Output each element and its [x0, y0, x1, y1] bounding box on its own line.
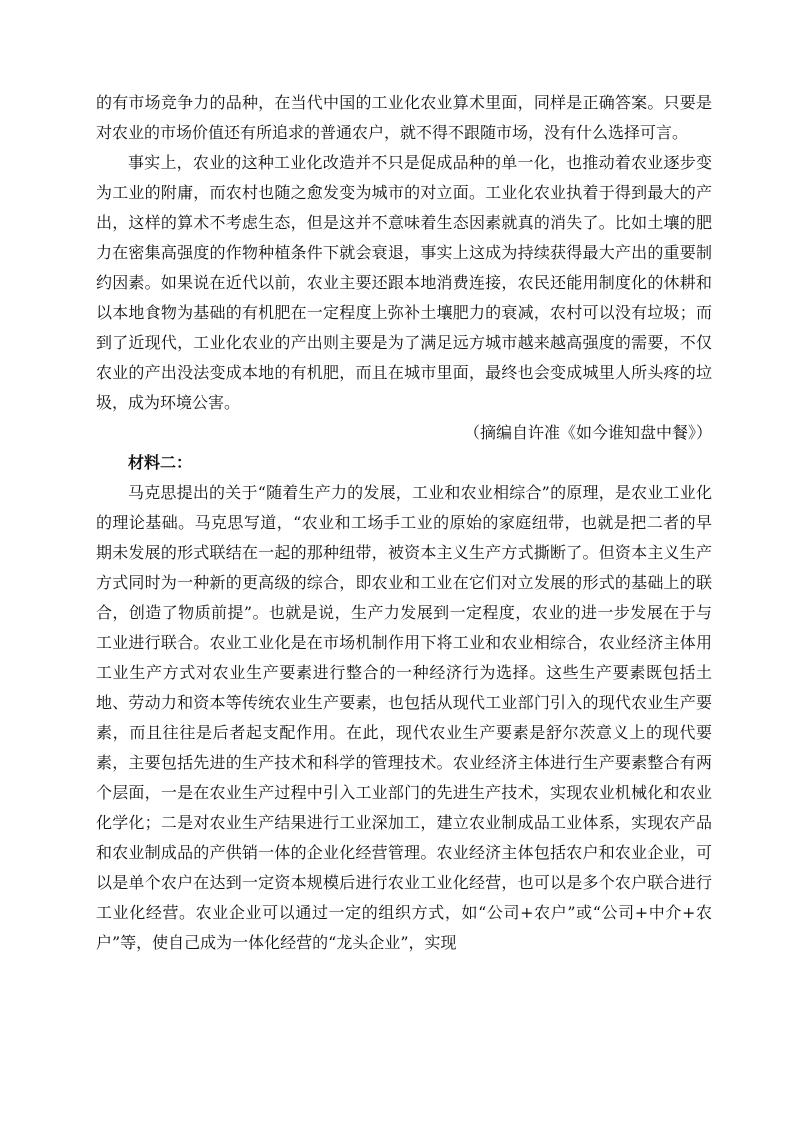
- material1-paragraph-2: 事实上，农业的这种工业化改造并不只是促成品种的单一化，也推动着农业逐步变为工业的附庸，而农村也随之愈发变为城市的对立面。工业化农业执着于得到最大的产出，这样的算术不考虑生态，但是这并不意味着生态因素就真的消失了。比如土壤的肥力在密集高强度的作物种植条件下就会衰退，事实上这成为持续获得最大产出的重要制约因素。如果说在近代以前，农业主要还跟本地消费连接，农民还能用制度化的休耕和以本地食物为基础的有机肥在一定程度上弥补土壤肥力的衰减，农村可以没有垃圾；而到了近现代，工业化农业的产出则主要是为了满足远方城市越来越高强度的需要，不仅农业的产出没法变成本地的有机肥，而且在城市里面，最终也会变成城里人所头疼的垃圾，成为环境公害。: [96, 153, 712, 412]
- material2-heading: 材料二：: [128, 453, 193, 472]
- material1-citation: （摘编自许准《如今谁知盘中餐》）: [463, 423, 712, 442]
- material1-paragraph-1: 的有市场竞争力的品种，在当代中国的工业化农业算术里面，同样是正确答案。只要是对农业的市场价值还有所追求的普通农户，就不得不跟随市场，没有什么选择可言。: [96, 93, 712, 142]
- material2-paragraph-1: 马克思提出的关于“随着生产力的发展，工业和农业相综合”的原理，是农业工业化的理论基础。马克思写道，“农业和工场手工业的原始的家庭纽带，也就是把二者的早期未发展的形式联结在一起的那种纽带，被资本主义生产方式撕断了。但资本主义生产方式同时为一种新的更高级的综合，即农业和工业在它们对立发展的形式的基础上的联合，创造了物质前提”。也就是说，生产力发展到一定程度，农业的进一步发展在于与工业进行联合。农业工业化是在市场机制作用下将工业和农业相综合，农业经济主体用工业生产方式对农业生产要素进行整合的一种经济行为选择。这些生产要素既包括土地、劳动力和资本等传统农业生产要素，也包括从现代工业部门引入的现代农业生产要素，而且往往是后者起支配作用。在此，现代农业生产要素是舒尔茨意义上的现代要素，主要包括先进的生产技术和科学的管理技术。农业经济主体进行生产要素整合有两个层面，一是在农业生产过程中引入工业部门的先进生产技术，实现农业机械化和农业化学化；二是对农业生产结果进行工业深加工，建立农业制成品工业体系，实现农产品和农业制成品的产供销一体的企业化经营管理。农业经济主体包括农户和农业企业，可以是单个农户在达到一定资本规模后进行农业工业化经营，也可以是多个农户联合进行工业化经营。农业企业可以通过一定的组织方式，如“公司+农户”或“公司+中介+农户”等，使自己成为一体化经营的“龙头企业”，实现: [96, 483, 712, 952]
- document-page: [96, 88, 712, 958]
